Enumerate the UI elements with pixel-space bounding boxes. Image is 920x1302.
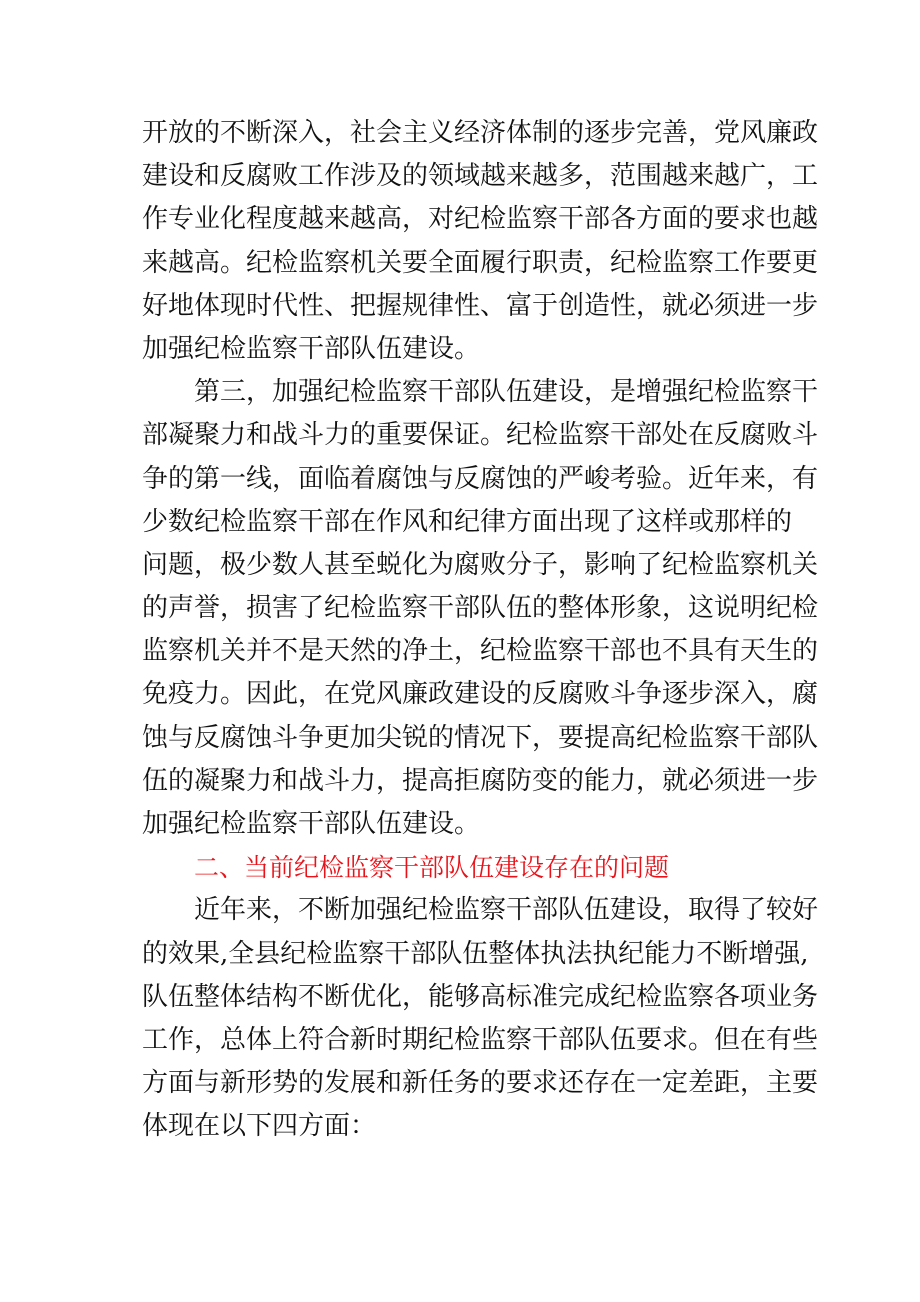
text-line: 加强纪检监察干部队伍建设。 [142,809,481,839]
text-line: 部凝聚力和战斗力的重要保证。纪检监察干部处在反腐败斗 [142,420,819,451]
text-line: 工作，总体上符合新时期纪检监察干部队伍要求。但在有些 [142,1024,819,1055]
text-line: 建设和反腐败工作涉及的领域越来越多，范围越来越广，工 [142,161,819,192]
text-line: 的效果,全县纪检监察干部队伍整体执法执纪能力不断增强, [142,938,809,969]
text-line: 好地体现时代性、把握规律性、富于创造性，就必须进一步 [142,290,819,321]
text-line: 方面与新形势的发展和新任务的要求还存在一定差距，主要 [142,1068,819,1099]
document-body [142,112,819,1149]
paragraph-3 [142,889,819,1148]
text-line: 第三，加强纪检监察干部队伍建设，是增强纪检监察干 [194,377,819,408]
text-line: 争的第一线，面临着腐蚀与反腐蚀的严峻考验。近年来，有 [142,463,819,494]
text-line: 问题，极少数人甚至蜕化为腐败分子，影响了纪检监察机关 [142,549,819,580]
text-line: 体现在以下四方面： [142,1111,377,1142]
text-line: 近年来，不断加强纪检监察干部队伍建设，取得了较好 [194,895,819,926]
text-line: 的声誉，损害了纪检监察干部队伍的整体形象，这说明纪检 [142,593,819,624]
paragraph-1 [142,112,819,371]
text-line: 加强纪检监察干部队伍建设。 [142,333,481,364]
section-heading: 二、当前纪检监察干部队伍建设存在的问题 [194,853,670,883]
text-line: 队伍整体结构不断优化，能够高标准完成纪检监察各项业务 [142,981,819,1012]
text-line: 来越高。纪检监察机关要全面履行职责，纪检监察工作要更 [142,247,819,278]
text-line: 开放的不断深入，社会主义经济体制的逐步完善，党风廉政 [142,118,819,148]
text-line: 监察机关并不是天然的净土，纪检监察干部也不具有天生的 [142,636,819,667]
text-line: 蚀与反腐蚀斗争更加尖锐的情况下，要提高纪检监察干部队 [142,722,819,753]
paragraph-2 [142,371,819,846]
text-line: 伍的凝聚力和战斗力，提高拒腐防变的能力，就必须进一步 [142,765,819,796]
text-line: 免疫力。因此，在党风廉政建设的反腐败斗争逐步深入，腐 [142,679,819,710]
text-line: 少数纪检监察干部在作风和纪律方面出现了这样或那样的 [142,506,793,537]
text-line: 作专业化程度越来越高，对纪检监察干部各方面的要求也越 [142,204,819,235]
